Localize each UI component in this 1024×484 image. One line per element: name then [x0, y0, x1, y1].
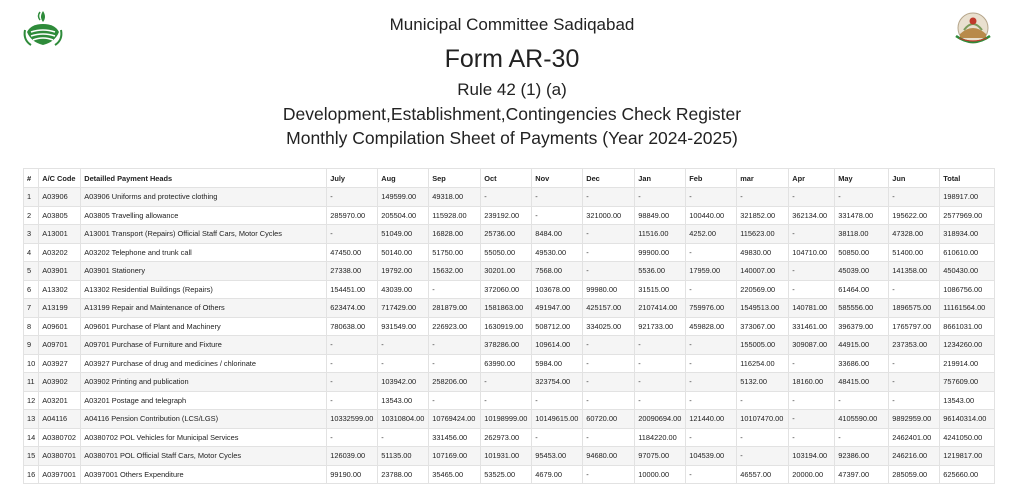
table-cell: 49530.00 [532, 243, 583, 262]
table-cell: - [429, 336, 481, 355]
table-cell: 30201.00 [481, 262, 532, 281]
table-cell: - [378, 354, 429, 373]
table-cell: 4 [24, 243, 39, 262]
table-cell: 4679.00 [532, 465, 583, 484]
column-header: Feb [686, 169, 737, 188]
table-cell: 1184220.00 [635, 428, 686, 447]
table-cell: 33686.00 [835, 354, 889, 373]
table-cell: - [327, 188, 378, 207]
table-cell: 140781.00 [789, 299, 835, 318]
table-cell: 47450.00 [327, 243, 378, 262]
table-cell: A0380702 POL Vehicles for Municipal Services [81, 428, 327, 447]
table-cell: 1549513.00 [737, 299, 789, 318]
table-cell: A13001 [39, 225, 81, 244]
payments-table [23, 168, 995, 484]
table-cell: A09601 [39, 317, 81, 336]
table-cell: - [583, 465, 635, 484]
table-cell: A03805 [39, 206, 81, 225]
table-cell: 45039.00 [835, 262, 889, 281]
table-cell: A0397001 Others Expenditure [81, 465, 327, 484]
table-cell: A09701 Purchase of Furniture and Fixture [81, 336, 327, 355]
table-cell: 50850.00 [835, 243, 889, 262]
table-cell: 126039.00 [327, 447, 378, 466]
table-cell: 1630919.00 [481, 317, 532, 336]
table-cell: 44915.00 [835, 336, 889, 355]
table-cell: - [686, 428, 737, 447]
table-cell: 459828.00 [686, 317, 737, 336]
table-cell: 491947.00 [532, 299, 583, 318]
table-cell: - [686, 336, 737, 355]
table-cell: 362134.00 [789, 206, 835, 225]
table-cell: - [737, 447, 789, 466]
table-cell: 109614.00 [532, 336, 583, 355]
table-cell: - [327, 428, 378, 447]
table-row [24, 262, 995, 281]
table-cell: 321852.00 [737, 206, 789, 225]
table-cell: 10149615.00 [532, 410, 583, 429]
table-cell: - [686, 188, 737, 207]
column-header: July [327, 169, 378, 188]
table-cell: - [635, 373, 686, 392]
column-header: Aug [378, 169, 429, 188]
table-cell: A03927 [39, 354, 81, 373]
table-cell: 107169.00 [429, 447, 481, 466]
table-cell: 25736.00 [481, 225, 532, 244]
table-cell: 11516.00 [635, 225, 686, 244]
table-cell: 94680.00 [583, 447, 635, 466]
table-row [24, 206, 995, 225]
table-cell: 12 [24, 391, 39, 410]
table-cell: 55050.00 [481, 243, 532, 262]
table-cell: - [327, 336, 378, 355]
table-cell: 100440.00 [686, 206, 737, 225]
table-cell: 258206.00 [429, 373, 481, 392]
table-cell: 323754.00 [532, 373, 583, 392]
table-cell: A03201 Postage and telegraph [81, 391, 327, 410]
table-cell: 9 [24, 336, 39, 355]
table-cell: 198917.00 [940, 188, 995, 207]
table-cell: 98849.00 [635, 206, 686, 225]
column-header: Dec [583, 169, 635, 188]
table-cell: 10107470.00 [737, 410, 789, 429]
table-cell: 195622.00 [889, 206, 940, 225]
table-cell: 35465.00 [429, 465, 481, 484]
table-cell: 1896575.00 [889, 299, 940, 318]
table-cell: - [635, 188, 686, 207]
table-row [24, 373, 995, 392]
table-cell: A03202 Telephone and trunk call [81, 243, 327, 262]
table-cell: 14 [24, 428, 39, 447]
table-cell: - [737, 391, 789, 410]
table-cell: 281879.00 [429, 299, 481, 318]
table-cell: 396379.00 [835, 317, 889, 336]
table-cell: 321000.00 [583, 206, 635, 225]
table-cell: 318934.00 [940, 225, 995, 244]
table-cell: 1 [24, 188, 39, 207]
table-cell: - [889, 373, 940, 392]
table-cell: 115623.00 [737, 225, 789, 244]
table-cell: 15632.00 [429, 262, 481, 281]
table-cell: 2462401.00 [889, 428, 940, 447]
table-cell: - [889, 354, 940, 373]
table-cell: 10769424.00 [429, 410, 481, 429]
column-header: Jan [635, 169, 686, 188]
table-cell: 15 [24, 447, 39, 466]
table-cell: - [532, 188, 583, 207]
table-cell: 757609.00 [940, 373, 995, 392]
table-cell: 8484.00 [532, 225, 583, 244]
table-cell: - [583, 373, 635, 392]
table-cell: - [481, 373, 532, 392]
table-cell: - [889, 280, 940, 299]
table-cell: 16 [24, 465, 39, 484]
table-cell: A03906 [39, 188, 81, 207]
table-cell: A13199 [39, 299, 81, 318]
table-cell: 1219817.00 [940, 447, 995, 466]
table-cell: - [835, 391, 889, 410]
rule-reference: Rule 42 (1) (a) [457, 80, 567, 99]
table-cell: 285970.00 [327, 206, 378, 225]
table-cell: - [635, 336, 686, 355]
table-cell: 9892959.00 [889, 410, 940, 429]
table-row [24, 336, 995, 355]
table-cell: - [635, 354, 686, 373]
table-cell: - [686, 465, 737, 484]
table-cell: - [429, 391, 481, 410]
table-cell: - [789, 391, 835, 410]
table-cell: 53525.00 [481, 465, 532, 484]
table-cell: 1086756.00 [940, 280, 995, 299]
column-header: May [835, 169, 889, 188]
table-cell: 10310804.00 [378, 410, 429, 429]
table-cell: - [889, 188, 940, 207]
table-cell: 50140.00 [378, 243, 429, 262]
register-subtitle: Monthly Compilation Sheet of Payments (Year 2024-2025) [286, 128, 738, 148]
table-cell: 6 [24, 280, 39, 299]
table-cell: - [737, 188, 789, 207]
table-cell: 2577969.00 [940, 206, 995, 225]
table-cell: 780638.00 [327, 317, 378, 336]
table-cell: - [532, 206, 583, 225]
table-cell: 99190.00 [327, 465, 378, 484]
table-cell: A0380701 [39, 447, 81, 466]
table-cell: - [532, 391, 583, 410]
table-cell: - [835, 428, 889, 447]
table-cell: 49830.00 [737, 243, 789, 262]
table-row [24, 428, 995, 447]
table-cell: A03201 [39, 391, 81, 410]
table-cell: 625660.00 [940, 465, 995, 484]
table-cell: 717429.00 [378, 299, 429, 318]
table-cell: 262973.00 [481, 428, 532, 447]
table-cell: 99900.00 [635, 243, 686, 262]
table-cell: 425157.00 [583, 299, 635, 318]
table-cell: 121440.00 [686, 410, 737, 429]
table-cell: 331456.00 [429, 428, 481, 447]
table-cell: - [583, 225, 635, 244]
table-cell: 11 [24, 373, 39, 392]
table-cell: 18160.00 [789, 373, 835, 392]
form-title: Form AR-30 [444, 45, 580, 73]
table-cell: - [429, 280, 481, 299]
table-cell: - [789, 280, 835, 299]
table-cell: 16828.00 [429, 225, 481, 244]
table-cell: A03202 [39, 243, 81, 262]
table-cell: A13302 [39, 280, 81, 299]
table-row [24, 317, 995, 336]
table-cell: 51135.00 [378, 447, 429, 466]
table-cell: - [378, 428, 429, 447]
table-cell: 103194.00 [789, 447, 835, 466]
table-row [24, 225, 995, 244]
table-cell: - [686, 280, 737, 299]
table-cell: 205504.00 [378, 206, 429, 225]
table-row [24, 391, 995, 410]
table-cell: A13001 Transport (Repairs) Official Staff Cars, Motor Cycles [81, 225, 327, 244]
table-row [24, 447, 995, 466]
table-cell: 378286.00 [481, 336, 532, 355]
table-cell: - [327, 373, 378, 392]
table-cell: A09701 [39, 336, 81, 355]
table-cell: A03906 Uniforms and protective clothing [81, 188, 327, 207]
table-cell: 1234260.00 [940, 336, 995, 355]
table-cell: 104539.00 [686, 447, 737, 466]
table-cell: 63990.00 [481, 354, 532, 373]
table-cell: A03901 [39, 262, 81, 281]
table-cell: 27338.00 [327, 262, 378, 281]
column-header: Detailled Payment Heads [81, 169, 327, 188]
table-cell: A09601 Purchase of Plant and Machinery [81, 317, 327, 336]
table-cell: - [583, 188, 635, 207]
table-cell: 11161564.00 [940, 299, 995, 318]
table-cell: 95453.00 [532, 447, 583, 466]
table-cell: 13543.00 [940, 391, 995, 410]
table-cell: 92386.00 [835, 447, 889, 466]
table-cell: 585556.00 [835, 299, 889, 318]
table-cell: 31515.00 [635, 280, 686, 299]
table-cell: - [686, 391, 737, 410]
table-cell: 97075.00 [635, 447, 686, 466]
table-cell: 20000.00 [789, 465, 835, 484]
table-cell: 5536.00 [635, 262, 686, 281]
table-cell: 3 [24, 225, 39, 244]
table-cell: 309087.00 [789, 336, 835, 355]
table-cell: 4241050.00 [940, 428, 995, 447]
column-header: A/C Code [39, 169, 81, 188]
table-cell: - [327, 391, 378, 410]
table-cell: - [835, 188, 889, 207]
table-cell: 43039.00 [378, 280, 429, 299]
table-cell: - [686, 373, 737, 392]
table-cell: A03805 Travelling allowance [81, 206, 327, 225]
table-cell: A0397001 [39, 465, 81, 484]
table-cell: 10198999.00 [481, 410, 532, 429]
table-cell: 1765797.00 [889, 317, 940, 336]
table-cell: 450430.00 [940, 262, 995, 281]
table-cell: A03902 Printing and publication [81, 373, 327, 392]
table-cell: A13302 Residential Buildings (Repairs) [81, 280, 327, 299]
table-cell: 931549.00 [378, 317, 429, 336]
column-header: Jun [889, 169, 940, 188]
table-cell: - [789, 225, 835, 244]
table-cell: 508712.00 [532, 317, 583, 336]
table-cell: A03927 Purchase of drug and medicines / chlorinate [81, 354, 327, 373]
table-cell: 13 [24, 410, 39, 429]
table-cell: 372060.00 [481, 280, 532, 299]
column-header: Nov [532, 169, 583, 188]
table-cell: A04116 Pension Contribution (LCS/LGS) [81, 410, 327, 429]
table-cell: - [686, 354, 737, 373]
table-cell: - [378, 336, 429, 355]
table-cell: 61464.00 [835, 280, 889, 299]
table-cell: 237353.00 [889, 336, 940, 355]
table-row [24, 354, 995, 373]
table-cell: 1581863.00 [481, 299, 532, 318]
table-cell: A0380702 [39, 428, 81, 447]
table-cell: - [327, 225, 378, 244]
table-cell: 51750.00 [429, 243, 481, 262]
table-cell: 51400.00 [889, 243, 940, 262]
table-cell: 334025.00 [583, 317, 635, 336]
register-title: Development,Establishment,Contingencies Check Register [282, 104, 742, 124]
table-cell: 103678.00 [532, 280, 583, 299]
table-cell: 47397.00 [835, 465, 889, 484]
table-cell: 5 [24, 262, 39, 281]
table-cell: 8661031.00 [940, 317, 995, 336]
table-cell: - [481, 188, 532, 207]
table-row [24, 280, 995, 299]
table-cell: - [635, 391, 686, 410]
table-cell: 220569.00 [737, 280, 789, 299]
table-cell: 331478.00 [835, 206, 889, 225]
table-row [24, 243, 995, 262]
table-cell: - [327, 354, 378, 373]
table-cell: - [429, 354, 481, 373]
table-cell: 7568.00 [532, 262, 583, 281]
column-header: # [24, 169, 39, 188]
table-cell: 5984.00 [532, 354, 583, 373]
table-cell: 373067.00 [737, 317, 789, 336]
table-cell: - [532, 428, 583, 447]
table-cell: 285059.00 [889, 465, 940, 484]
table-cell: 38118.00 [835, 225, 889, 244]
table-cell: 49318.00 [429, 188, 481, 207]
table-cell: 2107414.00 [635, 299, 686, 318]
table-cell: 101931.00 [481, 447, 532, 466]
table-cell: A13199 Repair and Maintenance of Others [81, 299, 327, 318]
table-cell: - [583, 262, 635, 281]
table-cell: - [789, 410, 835, 429]
table-cell: A03902 [39, 373, 81, 392]
table-cell: - [583, 336, 635, 355]
table-cell: 10000.00 [635, 465, 686, 484]
table-cell: - [789, 262, 835, 281]
column-header: Apr [789, 169, 835, 188]
table-cell: 13543.00 [378, 391, 429, 410]
table-cell: 149599.00 [378, 188, 429, 207]
table-cell: - [583, 391, 635, 410]
column-header: Sep [429, 169, 481, 188]
table-cell: 115928.00 [429, 206, 481, 225]
table-cell: 103942.00 [378, 373, 429, 392]
table-cell: 7 [24, 299, 39, 318]
table-cell: - [583, 354, 635, 373]
table-cell: 23788.00 [378, 465, 429, 484]
table-cell: 331461.00 [789, 317, 835, 336]
table-cell: 219914.00 [940, 354, 995, 373]
table-cell: 623474.00 [327, 299, 378, 318]
table-cell: 96140314.00 [940, 410, 995, 429]
table-cell: 17959.00 [686, 262, 737, 281]
table-cell: 921733.00 [635, 317, 686, 336]
table-cell: - [789, 188, 835, 207]
column-header: Oct [481, 169, 532, 188]
column-header: Total [940, 169, 995, 188]
table-cell: 4252.00 [686, 225, 737, 244]
table-cell: 759976.00 [686, 299, 737, 318]
table-cell: A0380701 POL Official Staff Cars, Motor Cycles [81, 447, 327, 466]
table-cell: - [583, 243, 635, 262]
table-cell: - [481, 391, 532, 410]
table-cell: 10 [24, 354, 39, 373]
table-cell: 140007.00 [737, 262, 789, 281]
table-cell: 116254.00 [737, 354, 789, 373]
table-cell: 155005.00 [737, 336, 789, 355]
table-cell: 46557.00 [737, 465, 789, 484]
table-cell: 19792.00 [378, 262, 429, 281]
organization-name: Municipal Committee Sadiqabad [389, 15, 635, 34]
table-cell: 610610.00 [940, 243, 995, 262]
table-cell: - [889, 391, 940, 410]
table-cell: 5132.00 [737, 373, 789, 392]
table-row [24, 299, 995, 318]
column-header: mar [737, 169, 789, 188]
table-cell: 60720.00 [583, 410, 635, 429]
table-header-row [24, 169, 995, 188]
table-cell: 104710.00 [789, 243, 835, 262]
table-cell: 4105590.00 [835, 410, 889, 429]
table-cell: A04116 [39, 410, 81, 429]
table-cell: 226923.00 [429, 317, 481, 336]
table-cell: 48415.00 [835, 373, 889, 392]
table-cell: 141358.00 [889, 262, 940, 281]
table-cell: - [789, 354, 835, 373]
table-cell: A03901 Stationery [81, 262, 327, 281]
table-cell: 239192.00 [481, 206, 532, 225]
table-row [24, 410, 995, 429]
table-cell: 10332599.00 [327, 410, 378, 429]
table-cell: - [789, 428, 835, 447]
table-row [24, 188, 995, 207]
table-row [24, 465, 995, 484]
table-cell: 154451.00 [327, 280, 378, 299]
table-cell: 99980.00 [583, 280, 635, 299]
table-cell: 2 [24, 206, 39, 225]
table-cell: - [737, 428, 789, 447]
table-cell: 246216.00 [889, 447, 940, 466]
table-cell: 51049.00 [378, 225, 429, 244]
table-cell: - [686, 243, 737, 262]
table-cell: - [583, 428, 635, 447]
table-cell: 20090694.00 [635, 410, 686, 429]
table-cell: 47328.00 [889, 225, 940, 244]
table-cell: 8 [24, 317, 39, 336]
